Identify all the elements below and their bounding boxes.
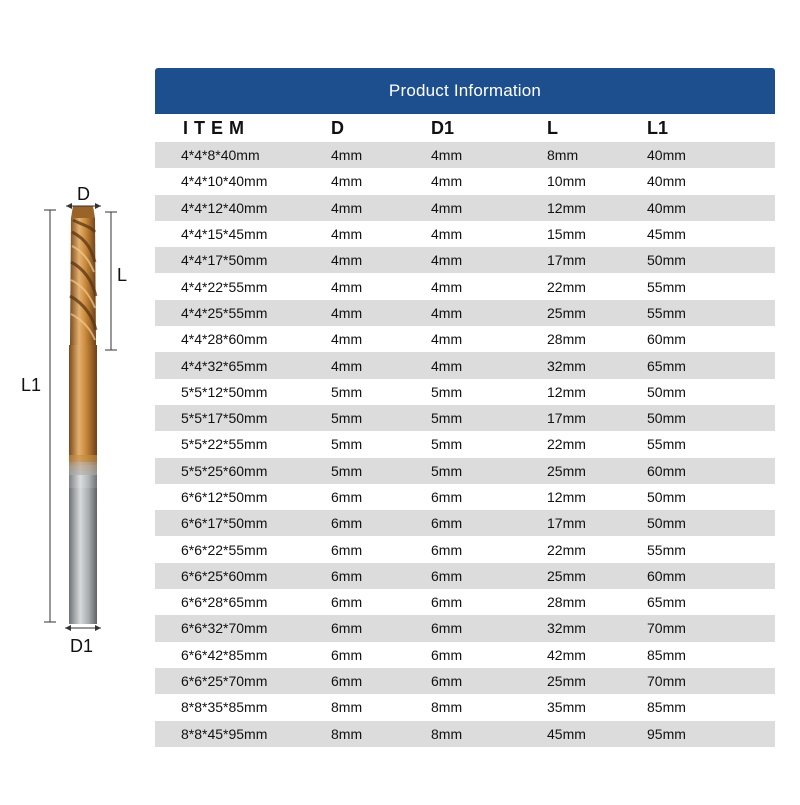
- table-row: [155, 168, 775, 194]
- cell-d: 5mm: [331, 383, 363, 400]
- end-mill-drawing: [0, 0, 150, 800]
- cell-d1: 4mm: [431, 278, 463, 295]
- cell-l1: 45mm: [647, 226, 686, 243]
- column-header-d1: D1: [431, 117, 455, 138]
- cell-d: 6mm: [331, 541, 363, 558]
- cell-l1: 95mm: [647, 725, 686, 742]
- cell-d: 6mm: [331, 620, 363, 637]
- cell-d1: 6mm: [431, 515, 463, 532]
- column-header-l: L: [547, 117, 558, 138]
- cell-item: 8*8*35*85mm: [181, 699, 268, 716]
- cell-l: 25mm: [547, 462, 586, 479]
- cell-item: 4*4*12*40mm: [181, 199, 268, 216]
- cell-l: 32mm: [547, 620, 586, 637]
- cell-d: 8mm: [331, 725, 363, 742]
- table-row: [155, 352, 775, 378]
- cell-l1: 85mm: [647, 699, 686, 716]
- table-row: [155, 694, 775, 720]
- cell-item: 6*6*12*50mm: [181, 489, 268, 505]
- cell-item: 6*6*42*85mm: [181, 646, 268, 663]
- table-row: [155, 510, 775, 536]
- cell-item: 4*4*28*60mm: [181, 331, 268, 348]
- cell-d1: 8mm: [431, 725, 463, 742]
- cell-d: 4mm: [331, 147, 363, 164]
- table-row: [155, 536, 775, 562]
- cell-item: 6*6*25*60mm: [181, 567, 268, 584]
- cell-d1: 5mm: [431, 410, 463, 427]
- cell-l1: 55mm: [647, 436, 686, 453]
- cell-l1: 50mm: [647, 383, 686, 400]
- cell-l: 15mm: [547, 226, 586, 243]
- tool-shank: [69, 488, 97, 624]
- cell-l: 25mm: [547, 673, 586, 690]
- table-row: [155, 300, 775, 326]
- cell-item: 5*5*17*50mm: [181, 410, 268, 427]
- cell-d: 5mm: [331, 410, 363, 427]
- cell-l: 17mm: [547, 515, 586, 532]
- cell-item: 4*4*10*40mm: [181, 173, 268, 190]
- cell-l: 12mm: [547, 199, 586, 216]
- cell-l: 22mm: [547, 278, 586, 295]
- table-title-bar: [155, 68, 775, 114]
- table-row: [155, 458, 775, 484]
- cell-l1: 55mm: [647, 278, 686, 295]
- tool-neck: [69, 345, 97, 465]
- cell-l: 22mm: [547, 541, 586, 558]
- cell-d: 4mm: [331, 331, 363, 348]
- table-row: [155, 642, 775, 668]
- cell-l: 17mm: [547, 410, 586, 427]
- table-row: [155, 221, 775, 247]
- table-row: [155, 563, 775, 589]
- cell-l1: 65mm: [647, 594, 686, 611]
- column-header-l1: L1: [647, 117, 669, 138]
- cell-l1: 65mm: [647, 357, 686, 374]
- cell-l1: 50mm: [647, 489, 686, 505]
- cell-d1: 4mm: [431, 173, 463, 190]
- cell-l: 12mm: [547, 383, 586, 400]
- table-body: [155, 142, 775, 747]
- cell-d: 4mm: [331, 199, 363, 216]
- product-information-table: [155, 68, 775, 746]
- cell-l1: 70mm: [647, 673, 686, 690]
- cell-l1: 50mm: [647, 252, 686, 269]
- column-header-item: ITEM: [183, 117, 250, 138]
- cell-item: 6*6*22*55mm: [181, 541, 268, 558]
- cell-d1: 4mm: [431, 147, 463, 164]
- cell-l: 45mm: [547, 725, 586, 742]
- table-row: [155, 195, 775, 221]
- table-row: [155, 668, 775, 694]
- cell-item: 4*4*32*65mm: [181, 357, 268, 374]
- cell-d1: 4mm: [431, 226, 463, 243]
- cell-l: 35mm: [547, 699, 586, 716]
- table-row: [155, 431, 775, 457]
- cell-l: 32mm: [547, 357, 586, 374]
- table-title: Product Information: [388, 81, 542, 100]
- dimension-label-l1: L1: [21, 375, 42, 395]
- cell-d: 6mm: [331, 646, 363, 663]
- table-row: [155, 589, 775, 615]
- table-row: [155, 721, 775, 747]
- cell-l: 10mm: [547, 173, 586, 190]
- table-row: [155, 484, 775, 510]
- cell-item: 5*5*22*55mm: [181, 436, 268, 453]
- cell-d: 5mm: [331, 462, 363, 479]
- cell-d: 6mm: [331, 673, 363, 690]
- cell-l: 28mm: [547, 594, 586, 611]
- cell-d: 6mm: [331, 594, 363, 611]
- cell-d1: 6mm: [431, 646, 463, 663]
- cell-d: 8mm: [331, 699, 363, 716]
- table-row: [155, 405, 775, 431]
- cell-d: 6mm: [331, 489, 363, 505]
- cell-d1: 8mm: [431, 699, 463, 716]
- cell-l: 25mm: [547, 567, 586, 584]
- cell-d1: 5mm: [431, 462, 463, 479]
- table-row: [155, 379, 775, 405]
- cell-d1: 4mm: [431, 199, 463, 216]
- cell-item: 8*8*45*95mm: [181, 725, 268, 742]
- cell-l1: 85mm: [647, 646, 686, 663]
- table-row: [155, 273, 775, 299]
- cell-l: 42mm: [547, 646, 586, 663]
- cell-d1: 4mm: [431, 304, 463, 321]
- cell-l1: 60mm: [647, 567, 686, 584]
- cell-item: 4*4*17*50mm: [181, 252, 268, 269]
- cell-l1: 40mm: [647, 173, 686, 190]
- cell-d: 4mm: [331, 304, 363, 321]
- cell-d: 4mm: [331, 357, 363, 374]
- cell-d1: 6mm: [431, 620, 463, 637]
- dimension-label-l: L: [117, 265, 128, 285]
- table-row: [155, 247, 775, 273]
- cell-d: 6mm: [331, 515, 363, 532]
- cell-l1: 70mm: [647, 620, 686, 637]
- column-header-d: D: [331, 117, 344, 138]
- cell-item: 4*4*8*40mm: [181, 147, 260, 164]
- cell-l1: 55mm: [647, 541, 686, 558]
- cell-l: 17mm: [547, 252, 586, 269]
- cell-item: 6*6*17*50mm: [181, 515, 268, 532]
- cell-l1: 60mm: [647, 331, 686, 348]
- cell-item: 6*6*25*70mm: [181, 673, 268, 690]
- cell-d1: 4mm: [431, 331, 463, 348]
- cell-d1: 4mm: [431, 357, 463, 374]
- dimension-label-d1: D1: [70, 636, 94, 656]
- cell-l1: 50mm: [647, 410, 686, 427]
- cell-d1: 5mm: [431, 436, 463, 453]
- cell-item: 5*5*25*60mm: [181, 462, 268, 479]
- end-mill-diagram: [0, 0, 150, 800]
- cell-d1: 6mm: [431, 541, 463, 558]
- cell-d: 4mm: [331, 173, 363, 190]
- cell-l: 22mm: [547, 436, 586, 453]
- cell-l1: 55mm: [647, 304, 686, 321]
- cell-l: 8mm: [547, 147, 579, 164]
- cell-l: 28mm: [547, 331, 586, 348]
- cell-d1: 4mm: [431, 252, 463, 269]
- cell-d1: 6mm: [431, 594, 463, 611]
- cell-item: 6*6*32*70mm: [181, 620, 268, 637]
- table-row: [155, 142, 775, 168]
- cell-l: 12mm: [547, 489, 586, 505]
- cell-d: 4mm: [331, 226, 363, 243]
- cell-d: 6mm: [331, 567, 363, 584]
- cell-item: 6*6*28*65mm: [181, 594, 268, 611]
- cell-item: 5*5*12*50mm: [181, 383, 268, 400]
- cell-l1: 50mm: [647, 515, 686, 532]
- tool-tip: [71, 206, 95, 218]
- dimension-label-d: D: [77, 184, 90, 204]
- cell-d1: 6mm: [431, 673, 463, 690]
- cell-d1: 6mm: [431, 567, 463, 584]
- column-header-row: [155, 114, 775, 142]
- table-row: [155, 615, 775, 641]
- cell-d1: 5mm: [431, 383, 463, 400]
- table-row: [155, 326, 775, 352]
- cell-l1: 60mm: [647, 462, 686, 479]
- cell-l: 25mm: [547, 304, 586, 321]
- cell-item: 4*4*25*55mm: [181, 304, 268, 321]
- cell-l1: 40mm: [647, 147, 686, 164]
- cell-l1: 40mm: [647, 199, 686, 216]
- cell-d: 4mm: [331, 278, 363, 295]
- cell-item: 4*4*22*55mm: [181, 278, 268, 295]
- cell-d1: 6mm: [431, 489, 463, 505]
- cell-d: 4mm: [331, 252, 363, 269]
- cell-d: 5mm: [331, 436, 363, 453]
- cell-item: 4*4*15*45mm: [181, 226, 268, 243]
